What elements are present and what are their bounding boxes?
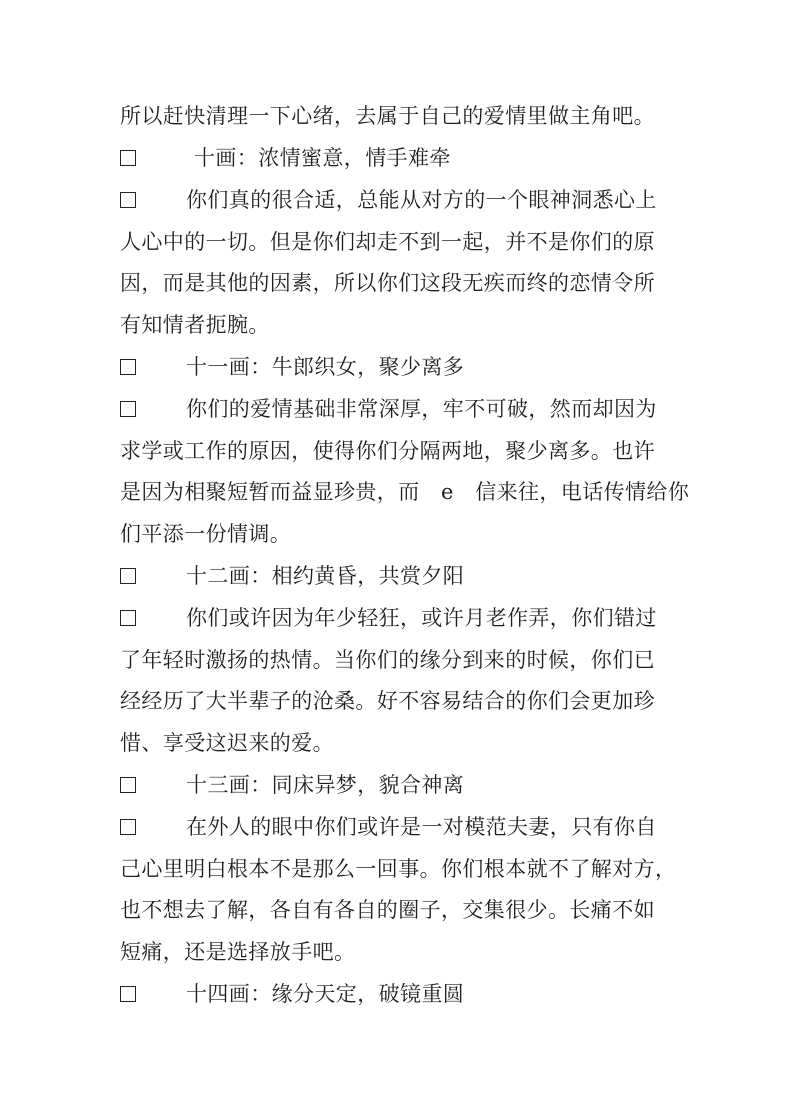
paragraph-line: 求学或工作的原因，使得你们分隔两地，聚少离多。也许	[120, 439, 655, 463]
paragraph-line: 经经历了大半辈子的沧桑。好不容易结合的你们会更加珍	[120, 689, 655, 713]
paragraph-line: 了年轻时激扬的热情。当你们的缘分到来的时候，你们已	[120, 648, 655, 672]
paragraph-line: 所以赶快清理一下心绪，去属于自己的爱情里做主角吧。	[120, 104, 655, 128]
checkbox-icon	[120, 819, 136, 835]
paragraph-line: 人心中的一切。但是你们却走不到一起，并不是你们的原	[120, 230, 655, 254]
paragraph-line: 短痛，还是选择放手吧。	[120, 940, 356, 964]
checkbox-icon	[120, 192, 136, 208]
checkbox-icon	[120, 401, 136, 417]
paragraph-line: 你们的爱情基础非常深厚，牢不可破，然而却因为	[186, 397, 657, 421]
section-heading-11: 十一画：牛郎织女，聚少离多	[186, 355, 465, 379]
paragraph-line: 你们或许因为年少轻狂，或许月老作弄，你们错过	[186, 606, 657, 630]
section-heading-10: 十画：浓情蜜意，情手难牵	[194, 146, 451, 170]
section-heading-12: 十二画：相约黄昏，共赏夕阳	[186, 564, 465, 588]
checkbox-icon	[120, 986, 136, 1002]
section-heading-14: 十四画：缘分天定，破镜重圆	[186, 982, 465, 1006]
checkbox-icon	[120, 150, 136, 166]
paragraph-line: 是因为相聚短暂而益显珍贵，而 e 信来往，电话传情给你	[120, 480, 690, 504]
paragraph-line: 你们真的很合适，总能从对方的一个眼神洞悉心上	[186, 188, 657, 212]
paragraph-line: 因，而是其他的因素，所以你们这段无疾而终的恋情令所	[120, 271, 655, 295]
paragraph-line: 有知情者扼腕。	[120, 313, 270, 337]
paragraph-line: 们平添一份情调。	[120, 522, 292, 546]
section-heading-13: 十三画：同床异梦，貌合神离	[186, 773, 465, 797]
checkbox-icon	[120, 359, 136, 375]
checkbox-icon	[120, 777, 136, 793]
paragraph-line: 也不想去了解，各自有各自的圈子，交集很少。长痛不如	[120, 898, 655, 922]
paragraph-line: 己心里明白根本不是那么一回事。你们根本就不了解对方，	[120, 857, 677, 881]
paragraph-line: 在外人的眼中你们或许是一对模范夫妻，只有你自	[186, 815, 657, 839]
checkbox-icon	[120, 610, 136, 626]
paragraph-line: 惜、享受这迟来的爱。	[120, 731, 334, 755]
checkbox-icon	[120, 568, 136, 584]
